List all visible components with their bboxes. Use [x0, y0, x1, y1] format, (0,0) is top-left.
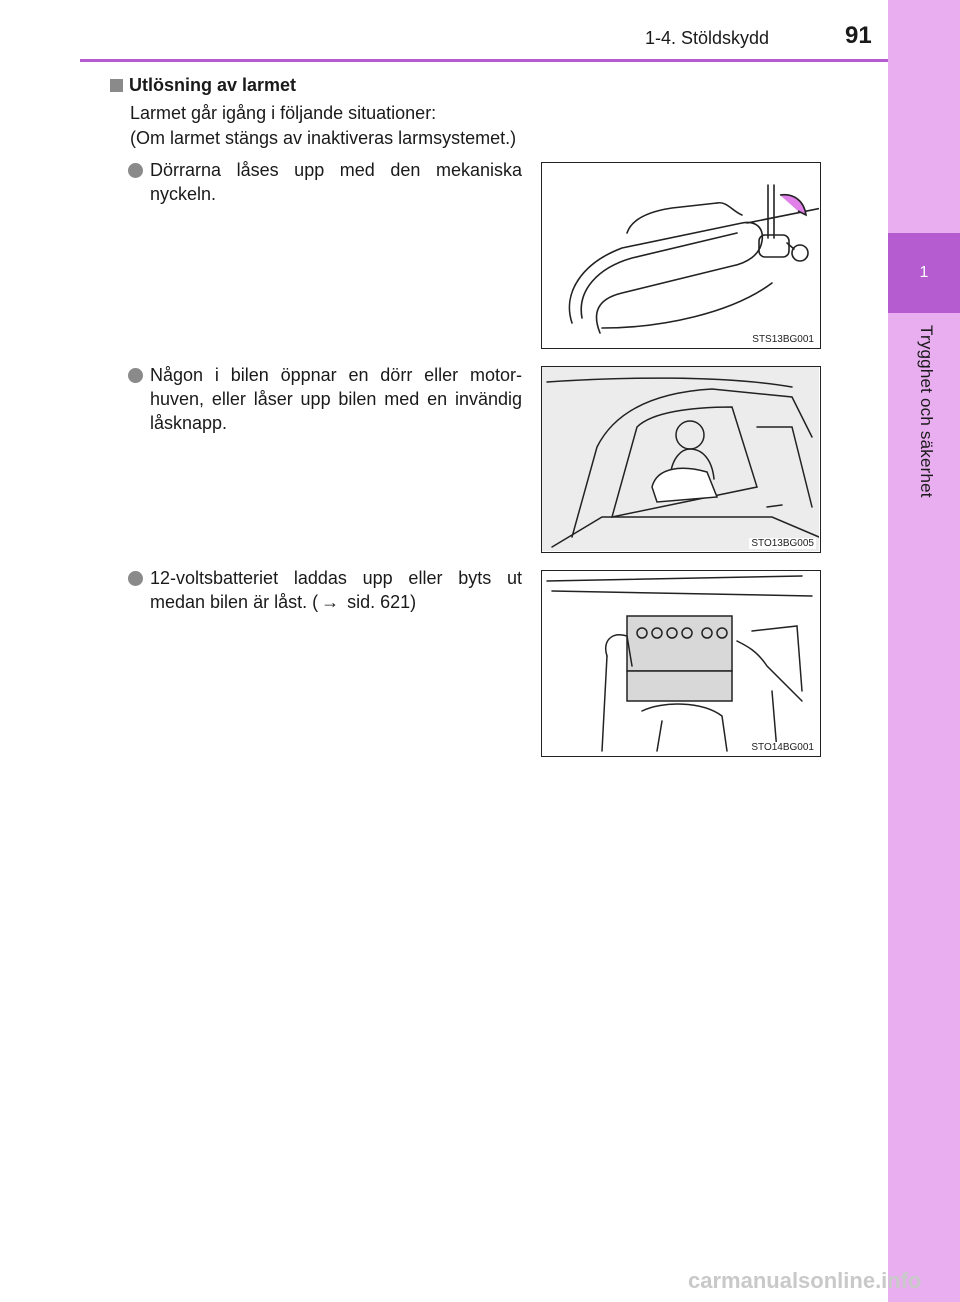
- figure-code: STO14BG001: [751, 742, 814, 753]
- figure-code: STO13BG005: [751, 538, 814, 549]
- chapter-sidebar: [888, 0, 960, 1302]
- list-item-text: Någon i bilen öppnar en dörr eller motorhuven, eller låser upp bilen med en invändig låsknapp.: [150, 365, 522, 433]
- intro-text: [130, 101, 516, 151]
- square-bullet-icon: [110, 79, 123, 92]
- chapter-tab[interactable]: 1: [888, 233, 960, 313]
- intro-line-1: Larmet går igång i följande situationer:: [130, 103, 437, 123]
- list-item-door-open: [128, 363, 522, 435]
- list-item-key-unlock: [128, 158, 522, 206]
- door-handle-key-illustration: [542, 163, 819, 347]
- intro-line-2: (Om larmet stängs av inaktiveras larmsystemet.): [130, 128, 517, 148]
- list-item-text-before: 12-voltsbatteriet laddas upp eller byts ut medan bilen är låst. (: [150, 568, 522, 612]
- person-in-car-illustration: [542, 367, 819, 551]
- section-title-text: Utlösning av larmet: [129, 75, 297, 95]
- section-header: 1-4. Stöldskydd: [645, 28, 770, 48]
- list-item-battery: [128, 566, 522, 614]
- list-item-text: Dörrarna låses upp med den mekaniska nyckeln.: [150, 160, 522, 204]
- header-divider: [80, 59, 888, 62]
- arrow-right-icon: →: [321, 592, 340, 612]
- section-title: [110, 75, 296, 96]
- figure-code: STS13BG001: [752, 334, 814, 345]
- dot-bullet-icon: [128, 368, 143, 383]
- dot-bullet-icon: [128, 571, 143, 586]
- list-item-text-after: sid. 621): [342, 592, 417, 612]
- page-number: 91: [845, 22, 872, 49]
- figure-battery-replacement: [541, 570, 821, 757]
- battery-replacement-illustration: [542, 571, 819, 755]
- chapter-title: Trygghet och säkerhet: [917, 325, 936, 498]
- figure-door-handle-key: [541, 162, 821, 349]
- figure-person-in-car: [541, 366, 821, 553]
- watermark: carmanualsonline.info: [688, 1268, 922, 1293]
- dot-bullet-icon: [128, 163, 143, 178]
